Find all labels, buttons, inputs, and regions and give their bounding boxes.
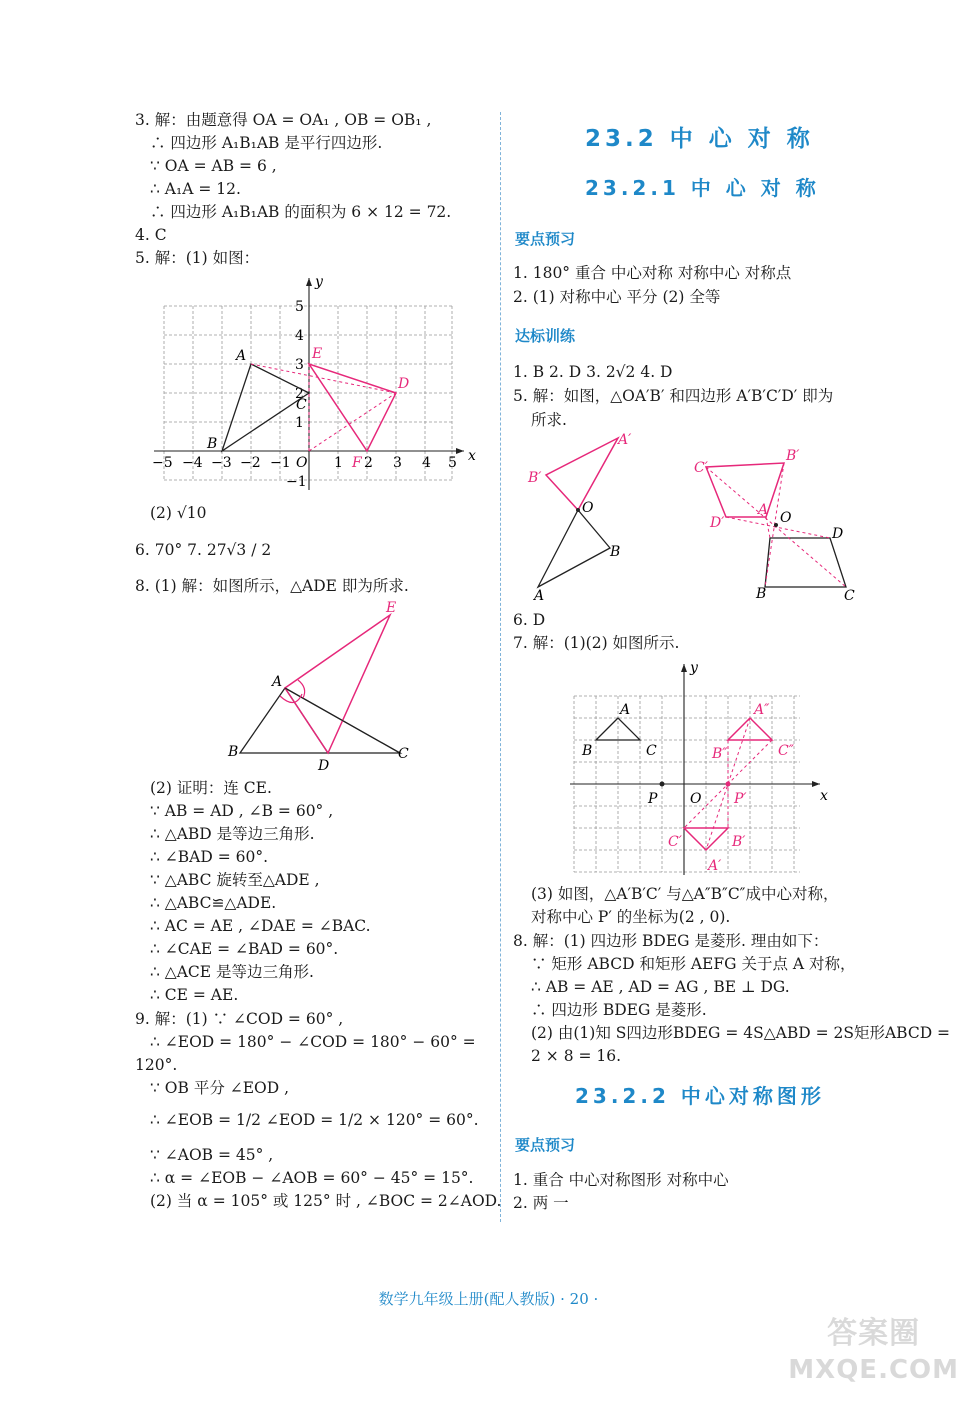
q6-q7-answer: 6. 70° 7. 27√3 / 2 xyxy=(135,541,272,559)
subsection-title: 23.2.1 中 心 对 称 xyxy=(585,176,820,200)
point-P-prime: P′ xyxy=(734,791,747,807)
point-O: O xyxy=(582,500,594,516)
watermark xyxy=(788,1316,959,1388)
point-B-prime: B′ xyxy=(732,834,746,850)
q9-line: 120°. xyxy=(135,1056,178,1074)
x-tick: 1 xyxy=(334,455,343,471)
section-tag: 达标训练 xyxy=(515,327,576,345)
q3-line: ∴ 四边形 A₁B₁AB 是平行四边形. xyxy=(150,134,383,152)
q8-part2-line: ∴ △ABC≌△ADE. xyxy=(150,894,277,912)
point-A-double-prime: A″ xyxy=(754,702,770,718)
point-A-prime: A′ xyxy=(618,432,632,448)
point-A: A xyxy=(620,702,631,718)
q9-line: 9. 解：(1) ∵ ∠COD = 60° , xyxy=(135,1010,344,1028)
y-axis-label: y xyxy=(690,660,698,676)
q3-line: ∴ A₁A = 12. xyxy=(150,180,241,198)
section-tag: 要点预习 xyxy=(515,1136,576,1154)
point-A: A xyxy=(272,674,283,690)
watermark-line: MXQE.COM xyxy=(788,1355,959,1385)
x-axis-label: x xyxy=(468,448,476,464)
preview-line: 1. 重合 中心对称图形 对称中心 xyxy=(513,1171,729,1189)
x-tick: −2 xyxy=(240,455,261,471)
column-divider xyxy=(500,112,501,1222)
q3-line: 3. 解：由题意得 OA = OA₁ , OB = OB₁ , xyxy=(135,111,432,129)
q9-line: ∴ ∠EOB = 1/2 ∠EOD = 1/2 × 120° = 60°. xyxy=(150,1111,479,1129)
y-axis-label: y xyxy=(315,274,323,290)
point-B-double-prime: B″ xyxy=(712,746,728,762)
point-O: O xyxy=(690,791,702,807)
point-C: C xyxy=(398,746,409,762)
x-tick: −4 xyxy=(182,455,203,471)
x-tick: 3 xyxy=(393,455,402,471)
q5-answer: 5. 解：(1) 如图： xyxy=(135,249,260,267)
x-tick: 5 xyxy=(448,455,457,471)
point-A: A xyxy=(534,588,545,604)
point-O: O xyxy=(780,510,792,526)
q9-line: ∵ ∠AOB = 45° , xyxy=(150,1146,274,1164)
subsection-title: 23.2.2 中心对称图形 xyxy=(575,1084,825,1108)
training-line: 2 × 8 = 16. xyxy=(531,1047,622,1065)
preview-line: 2. 两 一 xyxy=(513,1194,569,1212)
training-line: ∵ 矩形 ABCD 和矩形 AEFG 关于点 A 对称， xyxy=(531,955,856,973)
x-tick: −5 xyxy=(152,455,173,471)
training-line: 7. 解：(1)(2) 如图所示. xyxy=(513,634,680,652)
point-E: E xyxy=(386,600,397,616)
y-tick: 3 xyxy=(295,357,304,373)
q7-grid-figure xyxy=(570,660,840,880)
point-A: A xyxy=(236,348,247,364)
point-B-prime: B′ xyxy=(528,470,542,486)
q3-line: ∵ OA = AB = 6 , xyxy=(150,157,277,175)
q8-part2-line: ∴ ∠BAD = 60°. xyxy=(150,848,269,866)
q8-part2-line: ∴ △ACE 是等边三角形. xyxy=(150,963,314,981)
q8-part1: 8. (1) 解：如图所示，△ADE 即为所求. xyxy=(135,577,409,595)
section-title: 23.2 中 心 对 称 xyxy=(585,126,814,152)
y-tick: 1 xyxy=(295,415,304,431)
point-D: D xyxy=(832,526,844,542)
point-D: D xyxy=(398,376,410,392)
point-E: E xyxy=(312,346,323,362)
y-tick: 5 xyxy=(295,299,304,315)
x-tick: O xyxy=(296,455,308,471)
point-B: B xyxy=(756,586,767,602)
x-tick: −1 xyxy=(270,455,291,471)
point-B: B xyxy=(228,744,239,760)
y-tick: −1 xyxy=(286,474,307,490)
point-C-prime: C′ xyxy=(694,460,708,476)
preview-line: 1. 180° 重合 中心对称 对称中心 对称点 xyxy=(513,264,792,282)
q8-part2-line: (2) 证明：连 CE. xyxy=(150,779,272,797)
section-tag: 要点预习 xyxy=(515,230,576,248)
point-B: B xyxy=(582,743,593,759)
page-footer: 数学九年级上册(配人教版) · 20 · xyxy=(378,1290,599,1308)
q8-part2-line: ∴ AC = AE , ∠DAE = ∠BAC. xyxy=(150,917,371,935)
q5-symmetry-figure xyxy=(520,430,860,605)
point-C: C xyxy=(844,588,855,604)
point-C: C xyxy=(646,743,657,759)
point-A-prime: A′ xyxy=(708,858,722,874)
preview-line: 2. (1) 对称中心 平分 (2) 全等 xyxy=(513,288,721,306)
q8-part2-line: ∴ ∠CAE = ∠BAD = 60°. xyxy=(150,940,339,958)
q8-part2-line: ∵ △ABC 旋转至△ADE , xyxy=(150,871,320,889)
training-line: 1. B 2. D 3. 2√2 4. D xyxy=(513,363,673,381)
training-line: 5. 解：如图，△OA′B′ 和四边形 A′B′C′D′ 即为 xyxy=(513,387,834,405)
training-line: (3) 如图，△A′B′C′ 与△A″B″C″成中心对称， xyxy=(531,885,839,903)
point-B: B xyxy=(207,436,218,452)
point-C-prime: C′ xyxy=(668,834,682,850)
y-tick: 4 xyxy=(295,328,304,344)
training-line: 所求. xyxy=(531,411,567,429)
q5-part2: (2) √10 xyxy=(150,504,207,522)
training-line: ∴ AB = AE , AD = AG , BE ⊥ DG. xyxy=(531,978,790,996)
point-B: B xyxy=(610,544,621,560)
q8-part2-line: ∴ CE = AE. xyxy=(150,986,239,1004)
watermark-line: 答案圈 xyxy=(827,1316,921,1351)
q5-coordinate-graph xyxy=(150,270,480,500)
q8-part2-line: ∴ △ABD 是等边三角形. xyxy=(150,825,315,843)
point-D-prime: D′ xyxy=(710,515,725,531)
training-line: (2) 由(1)知 S四边形BDEG = 4S△ABD = 2S矩形ABCD = xyxy=(531,1024,951,1042)
x-tick: 2 xyxy=(364,455,373,471)
q9-line: (2) 当 α = 105° 或 125° 时 , ∠BOC = 2∠AOD. xyxy=(150,1192,502,1210)
training-line: 8. 解：(1) 四边形 BDEG 是菱形. 理由如下： xyxy=(513,932,829,950)
training-line: 6. D xyxy=(513,611,546,629)
point-C-double-prime: C″ xyxy=(778,743,794,759)
x-axis-label: x xyxy=(820,788,828,804)
point-B-prime: B′ xyxy=(786,448,800,464)
q8-rotation-figure xyxy=(220,598,420,773)
q8-part2-line: ∵ AB = AD , ∠B = 60° , xyxy=(150,802,334,820)
q4-answer: 4. C xyxy=(135,226,167,244)
point-D: D xyxy=(318,758,330,774)
training-line: 对称中心 P′ 的坐标为(2 , 0). xyxy=(531,908,731,926)
training-line: ∴ 四边形 BDEG 是菱形. xyxy=(531,1001,707,1019)
point-C: C xyxy=(296,397,307,413)
point-P: P xyxy=(648,791,658,807)
point-F: F xyxy=(352,455,362,471)
y-tick: 2 xyxy=(295,386,304,402)
q9-line: ∴ α = ∠EOB − ∠AOB = 60° − 45° = 15°. xyxy=(150,1169,474,1187)
q3-line: ∴ 四边形 A₁B₁AB 的面积为 6 × 12 = 72. xyxy=(150,203,452,221)
q9-line: ∵ OB 平分 ∠EOD , xyxy=(150,1079,290,1097)
q9-line: ∴ ∠EOD = 180° − ∠COD = 180° − 60° = xyxy=(150,1033,476,1051)
x-tick: −3 xyxy=(211,455,232,471)
point-A-prime: A xyxy=(758,502,769,518)
x-tick: 4 xyxy=(422,455,431,471)
